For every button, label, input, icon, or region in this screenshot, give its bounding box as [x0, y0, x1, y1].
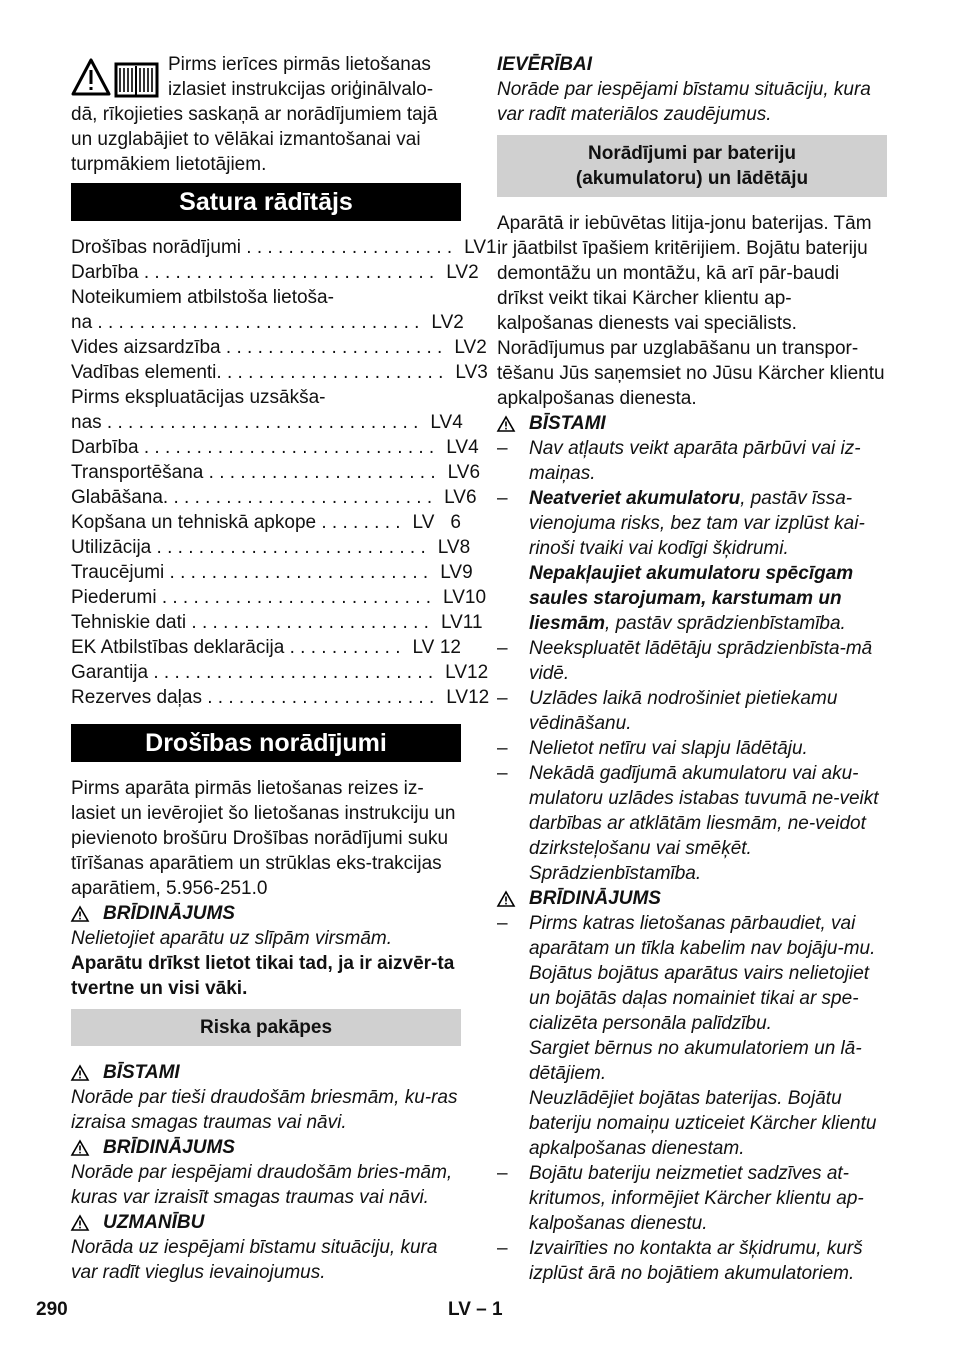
toc-entry-title: Darbība . . . . . . . . . . . . . . . . . . . . . . . . . . . . [71, 437, 435, 458]
list-item-text: Izvairīties no kontakta ar šķidrumu, kurš izplūst ārā no bojātiem akumulatoriem. [529, 1238, 863, 1284]
dash-marker: – [497, 688, 508, 709]
toc-entry-page: 3 [477, 362, 488, 383]
toc-entry-title: nas . . . . . . . . . . . . . . . . . . . . . . . . . . . . . . [71, 412, 419, 433]
toc-entry[interactable] [71, 335, 487, 360]
toc-entry-page: 2 [453, 312, 464, 333]
toc-entry-prefix: Pirms ekspluatācijas uzsākša- [71, 387, 326, 408]
toc-entry[interactable] [71, 585, 487, 610]
warning-label-row [71, 901, 461, 926]
toc-entry-lang: LV [447, 462, 470, 483]
toc-entry-page: 10 [464, 587, 487, 608]
toc-entry-page: 12 [467, 662, 489, 683]
warning-triangle-icon [71, 1140, 89, 1156]
toc-entry-lang: LV [464, 237, 487, 258]
list-item-text: , pastāv sprādzienbīstamība. [605, 613, 846, 634]
notice-text: Norāde par iespējami bīstamu situāciju, kura var radīt materiālos zaudējumus. [497, 79, 871, 125]
toc-entry-lang: LV [440, 612, 463, 633]
toc-entry-page: 6 [450, 512, 461, 533]
battery-danger-label-row [497, 411, 887, 436]
toc-entry-title: EK Atbilstības deklarācija . . . . . . . . . . . [71, 637, 401, 658]
list-item-text: Nekādā gadījumā akumulatoru vai aku-mulatoru uzlādes istabas tuvumā ne-veikt darbības ar atklātām liesmām, ne-veidot dzirksteļošanu vai smēķēt. Sprādzienbīstamība. [529, 763, 879, 884]
risk-warning-label-row [71, 1135, 461, 1160]
danger-text: Norāde par tieši draudošām briesmām, ku-ras izraisa smagas traumas vai nāvi. [71, 1087, 458, 1133]
intro-line-2: izlasiet instrukcijas oriģinālvalo- [168, 79, 434, 100]
warning-manual-icon [71, 56, 161, 100]
safety-intro: Pirms aparāta pirmās lietošanas reizes iz-lasiet un ievērojiet šo lietošanas instrukciju un pievienoto brošūru Drošības norādījumi suku tīrīšanas aparātiem un strūklas eks-trakcijas aparātiem, 5.956-251.0 [71, 778, 456, 899]
toc-entry-page: 4 [452, 412, 463, 433]
list-item [497, 436, 887, 486]
left-column [71, 52, 497, 1285]
intro-block [71, 52, 461, 177]
list-item-bold: Nepakļaujiet akumulatoru spēcīgam saules starojumam, karstumam un liesmām [529, 563, 854, 634]
dash-marker: – [497, 763, 508, 784]
toc-entry-page: 9 [462, 562, 473, 583]
toc-entry-page: 12 [439, 637, 461, 658]
toc-entry-lang: LV [430, 412, 453, 433]
battery-heading-line-1: Norādījumi par bateriju [588, 143, 796, 164]
toc-entry-lang: LV [444, 487, 466, 508]
battery-heading-line-2: (akumulatoru) un lādētāju [575, 168, 809, 189]
toc-entry-prefix: Noteikumiem atbilstoša lietoša- [71, 287, 334, 308]
toc-entry-title: Darbība . . . . . . . . . . . . . . . . . . . . . . . . . . . . [71, 262, 435, 283]
toc-entry-page: 2 [476, 337, 487, 358]
toc-entry-lang: LV [454, 337, 477, 358]
toc-entry[interactable] [71, 235, 497, 260]
toc-entry-lang: LV [445, 662, 467, 683]
toc-entry-page: 6 [469, 462, 481, 483]
page-number: 290 [36, 1299, 68, 1320]
toc-entry[interactable] [71, 685, 490, 710]
list-item-text: Pirms katras lietošanas pārbaudiet, vai aparātam un tīkla kabelim nav bojāju-mu. Bojātus bojātus aparātus vairs nelietojiet un bojātās daļas nomainiet tikai ar spe-cializēta personāla palīdzību. [529, 913, 876, 1034]
toc-entry[interactable] [71, 260, 479, 285]
toc-entry-page: 4 [468, 437, 479, 458]
caution-label-row [71, 1210, 461, 1235]
toc-entry-title: Rezerves daļas . . . . . . . . . . . . . . . . . . . . . . [71, 687, 435, 708]
toc-entry-title: Drošības norādījumi . . . . . . . . . . . . . . . . . . . . [71, 237, 453, 258]
list-item [497, 1161, 887, 1236]
warning-bold-text: Aparātu drīkst lietot tikai tad, ja ir aizvēr-ta tvertne un visi vāki. [71, 953, 455, 999]
toc-entry-title: Tehniskie dati . . . . . . . . . . . . . . . . . . . . . . . [71, 612, 429, 633]
toc-entry[interactable] [71, 660, 489, 685]
section-label: LV – 1 [448, 1299, 503, 1320]
list-item-text: Neekspluatēt lādētāju sprādzienbīsta-mā vidē. [529, 638, 873, 684]
toc-entry-page: 12 [468, 687, 490, 708]
toc-entry-title: na . . . . . . . . . . . . . . . . . . . . . . . . . . . . . . . [71, 312, 420, 333]
dash-marker: – [497, 438, 508, 459]
toc-entry-lang: LV [437, 537, 460, 558]
toc-entry-title: Piederumi . . . . . . . . . . . . . . . . . . . . . . . . . . [71, 587, 432, 608]
list-item-bold: Neatveriet akumulatoru [529, 488, 741, 509]
risk-warning-text: Norāde par iespējami draudošām bries-mām, kuras var izraisīt smagas traumas vai nāvi. [71, 1162, 453, 1208]
toc-entry-page: 2 [468, 262, 479, 283]
toc-entry-lang: LV [431, 312, 454, 333]
list-item [497, 686, 887, 736]
battery-heading [497, 135, 887, 197]
toc-entry-title: Traucējumi . . . . . . . . . . . . . . . . . . . . . . . . . [71, 562, 429, 583]
caution-text: Norāda uz iespējami bīstamu situāciju, kura var radīt vieglus ievainojumus. [71, 1237, 438, 1283]
warning-triangle-icon [71, 1215, 89, 1231]
right-column [497, 52, 887, 1286]
dash-marker: – [497, 1238, 508, 1259]
toc-entry[interactable] [71, 435, 479, 460]
toc-entry-lang: LV [443, 587, 465, 608]
danger-label-row [71, 1060, 461, 1085]
list-item-text: Neuzlādējiet bojātas baterijas. Bojātu bateriju nomaiņu uzticeiet Kärcher klientu apkalpošanas dienestam. [529, 1088, 877, 1159]
list-item-text: Sargiet bērnus no akumulatoriem un lā-dētājiem. [529, 1038, 862, 1084]
list-item-text: Nav atļauts veikt aparāta pārbūvi vai iz-maiņas. [529, 438, 861, 484]
toc-entry-title: Transportēšana . . . . . . . . . . . . . . . . . . . . . . [71, 462, 436, 483]
list-item [497, 486, 887, 636]
battery-danger-label: BĪSTAMI [529, 413, 606, 434]
toc-entry-title: Utilizācija . . . . . . . . . . . . . . . . . . . . . . . . . . [71, 537, 426, 558]
warning-triangle-icon [71, 906, 89, 922]
toc-entry-lang: LV [412, 637, 435, 658]
dash-marker: – [497, 913, 508, 934]
list-item-text: Nelietot netīru vai slapju lādētāju. [529, 738, 808, 759]
toc-entry-title: Vadības elementi. . . . . . . . . . . . . . . . . . . . . . [71, 362, 444, 383]
toc-entry[interactable] [71, 310, 464, 335]
toc-entry-title: Vides aizsardzība . . . . . . . . . . . . . . . . . . . . . [71, 337, 443, 358]
toc-entry-lang: LV [440, 562, 463, 583]
list-item-text: Uzlādes laikā nodrošiniet pietiekamu vēdināšanu. [529, 688, 838, 734]
caution-label: UZMANĪBU [103, 1212, 205, 1233]
toc-heading: Satura rādītājs [71, 183, 461, 221]
list-item-text: , pastāv īssa-vienojuma risks, bez tam var izplūst kai-rinoši tvaiki vai kodīgi šķidrumi. [529, 488, 865, 559]
battery-warning-list [497, 911, 887, 1286]
danger-label: BĪSTAMI [103, 1062, 180, 1083]
toc-entry[interactable] [71, 410, 461, 435]
toc-entry[interactable] [71, 360, 488, 385]
list-item [497, 1236, 887, 1286]
toc-entry-title: Glabāšana. . . . . . . . . . . . . . . . . . . . . . . . . . [71, 487, 433, 508]
toc-entry-lang: LV [455, 362, 478, 383]
toc-entry-lang: LV [446, 687, 469, 708]
toc-entry[interactable] [71, 610, 483, 635]
toc-list [71, 235, 497, 710]
list-item [497, 636, 887, 686]
toc-entry[interactable] [71, 510, 461, 535]
list-item [497, 761, 887, 886]
toc-entry[interactable] [71, 560, 473, 585]
battery-danger-list [497, 436, 887, 886]
warning-triangle-icon [497, 891, 515, 907]
warning-label: BRĪDINĀJUMS [103, 903, 235, 924]
battery-intro: Aparātā ir iebūvētas litija-jonu baterijas. Tām ir jāatbilst īpašiem kritērijiem. Bojātu bateriju demontāžu un montāžu, kā arī pār-baudi drīkst veikt tikai Kärcher klientu ap-kalpošanas dienests vai speciālists. Norādījumus par uzglabāšanu un transpor-tēšanu Jūs saņemsiet no Jūsu Kärcher klientu apkalpošanas dienesta. [497, 213, 885, 409]
warning-triangle-icon [497, 416, 515, 432]
toc-entry-page: 1 [486, 237, 497, 258]
notice-label: IEVĒRĪBAI [497, 54, 593, 75]
warning-text: Nelietojiet aparātu uz slīpām virsmām. [71, 928, 393, 949]
battery-warning-label: BRĪDINĀJUMS [529, 888, 661, 909]
risk-heading: Riska pakāpes [71, 1009, 461, 1046]
battery-warning-label-row [497, 886, 887, 911]
dash-marker: – [497, 738, 508, 759]
list-item [497, 736, 887, 761]
toc-entry-page: 11 [462, 612, 483, 633]
toc-entry-page: 8 [459, 537, 471, 558]
safety-heading: Drošības norādījumi [71, 724, 461, 762]
toc-entry[interactable] [71, 535, 471, 560]
toc-entry-title: Kopšana un tehniskā apkope . . . . . . . . [71, 512, 401, 533]
risk-warning-label: BRĪDINĀJUMS [103, 1137, 235, 1158]
list-item-text: Bojātu bateriju neizmetiet sadzīves at-kritumos, informējiet Kärcher klientu ap-kalpošanas dienestu. [529, 1163, 864, 1234]
toc-entry[interactable] [71, 485, 477, 510]
intro-rest: dā, rīkojieties saskaņā ar norādījumiem tajā un uzglabājiet to vēlākai izmantošanai vai turpmākiem lietotājiem. [71, 104, 438, 175]
toc-entry[interactable] [71, 460, 481, 485]
dash-marker: – [497, 1163, 508, 1184]
toc-entry-lang: LV [446, 437, 469, 458]
toc-entry-title: Garantija . . . . . . . . . . . . . . . . . . . . . . . . . . . [71, 662, 434, 683]
toc-entry-lang: LV [446, 262, 469, 283]
dash-marker: – [497, 488, 508, 509]
dash-marker: – [497, 638, 508, 659]
intro-line-1: Pirms ierīces pirmās lietošanas [168, 54, 431, 75]
list-item [497, 911, 887, 1161]
toc-entry[interactable] [71, 635, 461, 660]
warning-triangle-icon [71, 1065, 89, 1081]
toc-entry-page: 6 [465, 487, 477, 508]
toc-entry-lang: LV [412, 512, 435, 533]
